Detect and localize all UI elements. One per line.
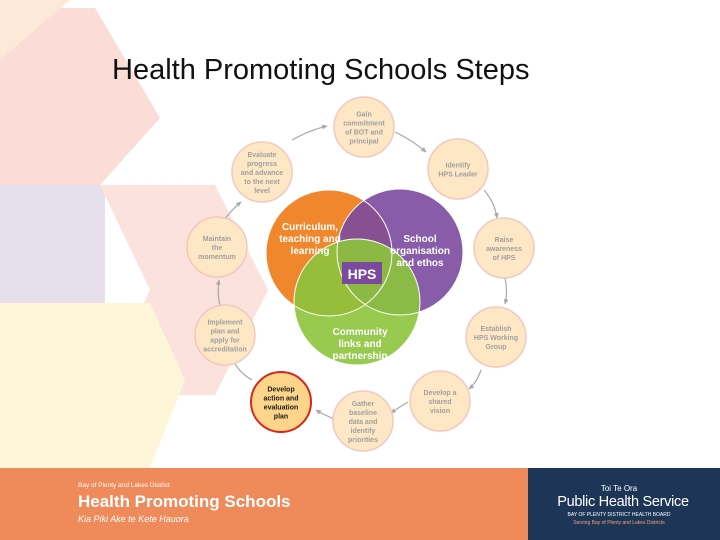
hps-name-text: Health Promoting Schools (78, 492, 291, 511)
deco-shape-cream (0, 303, 185, 468)
phs-tagline-text: Serving Bay of Plenty and Lakes Districts (573, 520, 665, 526)
phs-logo (528, 468, 720, 540)
step-label: Establish HPS Working Group (473, 326, 519, 352)
footer-bar (0, 468, 720, 540)
phs-top-text: Toi Te Ora (600, 484, 638, 493)
hps-logo (78, 468, 291, 540)
venn-center-label: HPS (347, 266, 377, 282)
phs-board-text: BAY OF PLENTY DISTRICT HEALTH BOARD (567, 512, 671, 518)
phs-name-text: Public Health Service (557, 494, 689, 510)
step-label: Evaluate progress and advance to the next level (240, 152, 284, 196)
step-label: Develop a shared vision (423, 390, 457, 416)
slide-title: Health Promoting Schools Steps (112, 54, 530, 86)
step-label: Maintain the momentum (198, 236, 236, 262)
step-label: Implement plan and apply for accreditation (203, 319, 247, 354)
deco-shape-lavender (0, 185, 105, 303)
venn-label: Community links and partnership (332, 327, 388, 363)
hps-region-text: Bay of Plenty and Lakes District (78, 482, 170, 489)
step-label: Develop action and evaluation plan (263, 386, 299, 421)
step-label: Gather baseline data and identify priorities (348, 401, 378, 445)
step-label: Identify HPS Leader (438, 162, 478, 179)
venn-label: School organisation and ethos (389, 234, 451, 270)
venn-label: Curriculum, teaching and learning (279, 222, 341, 258)
step-label: Raise awareness of HPS (486, 237, 522, 263)
hps-maori-tagline: Kia Piki Ake te Kete Hauora (78, 514, 189, 524)
step-label: Gain commitment of BOT and principal (343, 111, 385, 146)
